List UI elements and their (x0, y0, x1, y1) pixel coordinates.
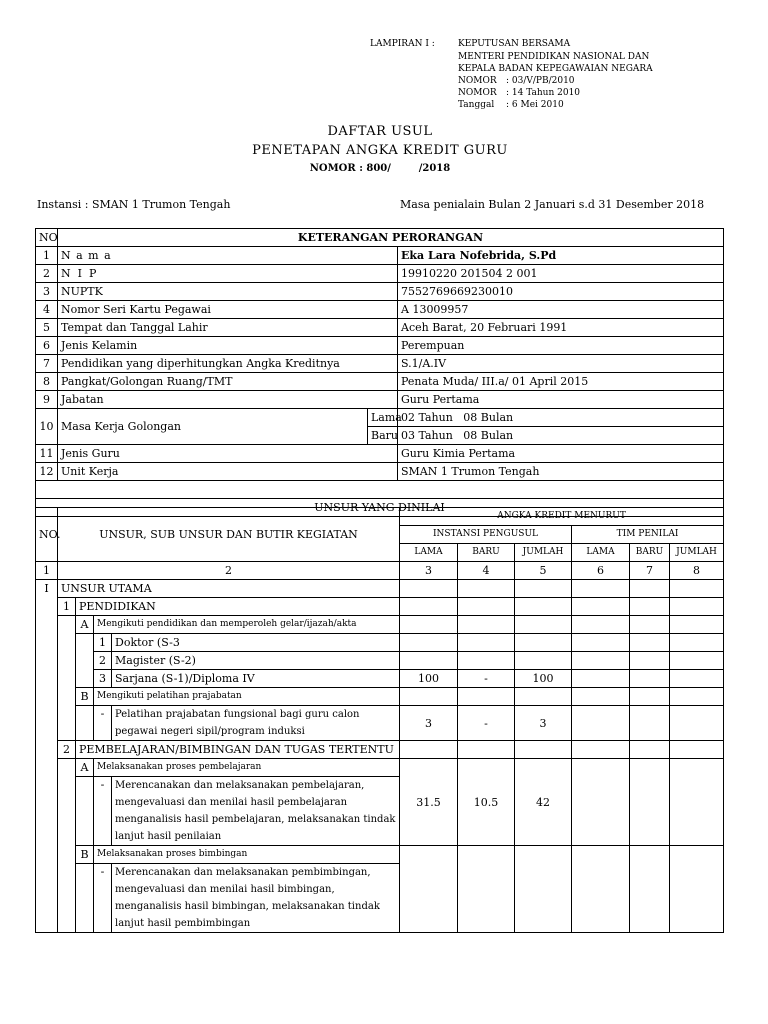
tim-penilai-header: TIM PENILAI (572, 526, 724, 544)
lama-value: 100 (400, 670, 458, 688)
table-row (36, 706, 724, 741)
table-row (36, 652, 724, 670)
spacer-row (36, 481, 724, 499)
row-no: 11 (36, 445, 58, 463)
row-value: SMAN 1 Trumon Tengah (398, 463, 724, 481)
row-label: Sarjana (S-1)/Diploma IV (112, 670, 400, 688)
table-row (36, 355, 724, 373)
lama-header: LAMA (572, 544, 630, 562)
no-header: NO. (36, 508, 58, 562)
row-no: 10 (36, 409, 58, 445)
colnum: 7 (630, 562, 670, 580)
row-label: NUPTK (58, 283, 398, 301)
row-no: 2 (36, 265, 58, 283)
row-no: 1 (94, 634, 112, 652)
tanggal-label: Tanggal (458, 100, 495, 110)
row-label: N I P (58, 265, 398, 283)
nomor1-value: : 03/V/PB/2010 (506, 76, 575, 86)
row-label: Unit Kerja (58, 463, 398, 481)
table-row (36, 373, 724, 391)
row-letter: B (76, 688, 94, 706)
jumlah-value: 42 (515, 759, 572, 846)
personal-header-row (36, 229, 724, 247)
row-label: Jabatan (58, 391, 398, 409)
row-no: 3 (36, 283, 58, 301)
no-header: NO (36, 229, 58, 247)
row-label: Jenis Kelamin (58, 337, 398, 355)
table-row (36, 688, 724, 706)
nomor1-label: NOMOR (458, 76, 497, 86)
jumlah-value: 100 (515, 670, 572, 688)
row-label: Magister (S-2) (112, 652, 400, 670)
row-label: Merencanakan dan melaksanakan pembelajaran, mengevaluasi dan menilai hasil pembelajaran menganalisis hasil pembelajaran, melaksanakan tindak lanjut hasil penilaian (112, 777, 400, 846)
colnum: 8 (670, 562, 724, 580)
row-value: Penata Muda/ III.a/ 01 April 2015 (398, 373, 724, 391)
header-row (36, 508, 724, 526)
lama-value: 31.5 (400, 759, 458, 846)
row-label: Mengikuti pendidikan dan memperoleh gelar/ijazah/akta (94, 616, 400, 634)
row-no: 8 (36, 373, 58, 391)
baru-header: BARU (458, 544, 515, 562)
row-label: PEMBELAJARAN/BIMBINGAN DAN TUGAS TERTENTU (76, 741, 400, 759)
table-row (36, 301, 724, 319)
row-label: PENDIDIKAN (76, 598, 400, 616)
unsur-section-header: UNSUR YANG DINILAI (36, 499, 724, 517)
table-row (36, 319, 724, 337)
row-letter: A (76, 616, 94, 634)
row-value: Aceh Barat, 20 Februari 1991 (398, 319, 724, 337)
row-label: Melaksanakan proses pembelajaran (94, 759, 400, 777)
title-nomor: NOMOR : 800/ /2018 (309, 163, 451, 174)
row-label: Masa Kerja Golongan (58, 409, 368, 445)
row-label: Nomor Seri Kartu Pegawai (58, 301, 398, 319)
instansi-text: Instansi : SMAN 1 Trumon Tengah (37, 198, 231, 211)
lama-value: 02 Tahun 08 Bulan (398, 409, 724, 427)
row-no: 12 (36, 463, 58, 481)
instansi-header: INSTANSI PENGUSUL (400, 526, 572, 544)
lama-header: LAMA (400, 544, 458, 562)
row-no: 2 (94, 652, 112, 670)
row-no: 2 (58, 741, 76, 759)
lampiran-label: LAMPIRAN I : (370, 39, 435, 49)
table-row (36, 445, 724, 463)
row-value: S.1/A.IV (398, 355, 724, 373)
table-row (36, 846, 724, 864)
row-label: Tempat dan Tanggal Lahir (58, 319, 398, 337)
unsur-table (35, 507, 724, 933)
column-number-row (36, 562, 724, 580)
table-row (36, 283, 724, 301)
table-row (36, 580, 724, 598)
table-row (36, 409, 724, 427)
angka-kredit-header: ANGKA KREDIT MENURUT (400, 508, 724, 526)
nomor2-label: NOMOR (458, 88, 497, 98)
row-label: Doktor (S-3 (112, 634, 400, 652)
empty-cell (36, 481, 724, 499)
row-letter: B (76, 846, 94, 864)
baru-value: 03 Tahun 08 Bulan (398, 427, 724, 445)
colnum: 5 (515, 562, 572, 580)
row-label: Jenis Guru (58, 445, 398, 463)
table-row (36, 463, 724, 481)
colnum: 6 (572, 562, 630, 580)
row-label: Pangkat/Golongan Ruang/TMT (58, 373, 398, 391)
lama-label: Lama (368, 409, 398, 427)
row-label: Pelatihan prajabatan fungsional bagi guru calon pegawai negeri sipil/program induksi (112, 706, 400, 741)
row-label: Pendidikan yang diperhitungkan Angka Kreditnya (58, 355, 398, 373)
masa-penilaian-text: Masa penialain Bulan 2 Januari s.d 31 Desember 2018 (400, 198, 705, 211)
row-no: 7 (36, 355, 58, 373)
row-label: Melaksanakan proses bimbingan (94, 846, 400, 864)
row-no: 6 (36, 337, 58, 355)
tanggal-value: : 6 Mei 2010 (506, 100, 564, 110)
table-row (36, 759, 724, 777)
row-letter: A (76, 759, 94, 777)
row-label: Mengikuti pelatihan prajabatan (94, 688, 400, 706)
table-row (36, 598, 724, 616)
title-line2: PENETAPAN ANGKA KREDIT GURU (252, 143, 508, 158)
row-no: 4 (36, 301, 58, 319)
lama-value: 3 (400, 706, 458, 741)
row-value: Guru Pertama (398, 391, 724, 409)
baru-label: Baru (368, 427, 398, 445)
row-dash: - (94, 777, 112, 846)
baru-value: - (458, 670, 515, 688)
jumlah-header: JUMLAH (670, 544, 724, 562)
decree-title: KEPUTUSAN BERSAMA (458, 39, 571, 49)
row-label: UNSUR UTAMA (58, 580, 400, 598)
jumlah-header: JUMLAH (515, 544, 572, 562)
row-value: A 13009957 (398, 301, 724, 319)
row-value: Guru Kimia Pertama (398, 445, 724, 463)
row-value: Eka Lara Nofebrida, S.Pd (398, 247, 724, 265)
title-line1: DAFTAR USUL (327, 124, 433, 139)
row-dash: - (94, 864, 112, 933)
colnum: 1 (36, 562, 58, 580)
row-no: I (36, 580, 58, 598)
row-no: 5 (36, 319, 58, 337)
row-no: 3 (94, 670, 112, 688)
baru-value: 10.5 (458, 759, 515, 846)
decree-line2: KEPALA BADAN KEPEGAWAIAN NEGARA (458, 64, 653, 74)
row-label: N a m a (58, 247, 398, 265)
table-row (36, 634, 724, 652)
decree-line1: MENTERI PENDIDIKAN NASIONAL DAN (458, 52, 650, 62)
personal-table (35, 228, 724, 517)
colnum: 3 (400, 562, 458, 580)
table-row (36, 247, 724, 265)
table-row (36, 265, 724, 283)
table-row (36, 391, 724, 409)
baru-value: - (458, 706, 515, 741)
table-row (36, 616, 724, 634)
colnum: 2 (58, 562, 400, 580)
jumlah-value: 3 (515, 706, 572, 741)
table-row (36, 741, 724, 759)
personal-section-header: KETERANGAN PERORANGAN (58, 229, 724, 247)
kegiatan-header: UNSUR, SUB UNSUR DAN BUTIR KEGIATAN (58, 508, 400, 562)
baru-header: BARU (630, 544, 670, 562)
table-row (36, 670, 724, 688)
row-no: 9 (36, 391, 58, 409)
row-label: Merencanakan dan melaksanakan pembimbingan, mengevaluasi dan menilai hasil bimbingan, menganalisis hasil bimbingan, melaksanakan tindak lanjut hasil pembimbingan (112, 864, 400, 933)
nomor2-value: : 14 Tahun 2010 (506, 88, 581, 98)
row-no: 1 (36, 247, 58, 265)
colnum: 4 (458, 562, 515, 580)
row-dash: - (94, 706, 112, 741)
table-row (36, 337, 724, 355)
row-value: 19910220 201504 2 001 (398, 265, 724, 283)
row-value: 7552769669230010 (398, 283, 724, 301)
row-value: Perempuan (398, 337, 724, 355)
row-no: 1 (58, 598, 76, 616)
